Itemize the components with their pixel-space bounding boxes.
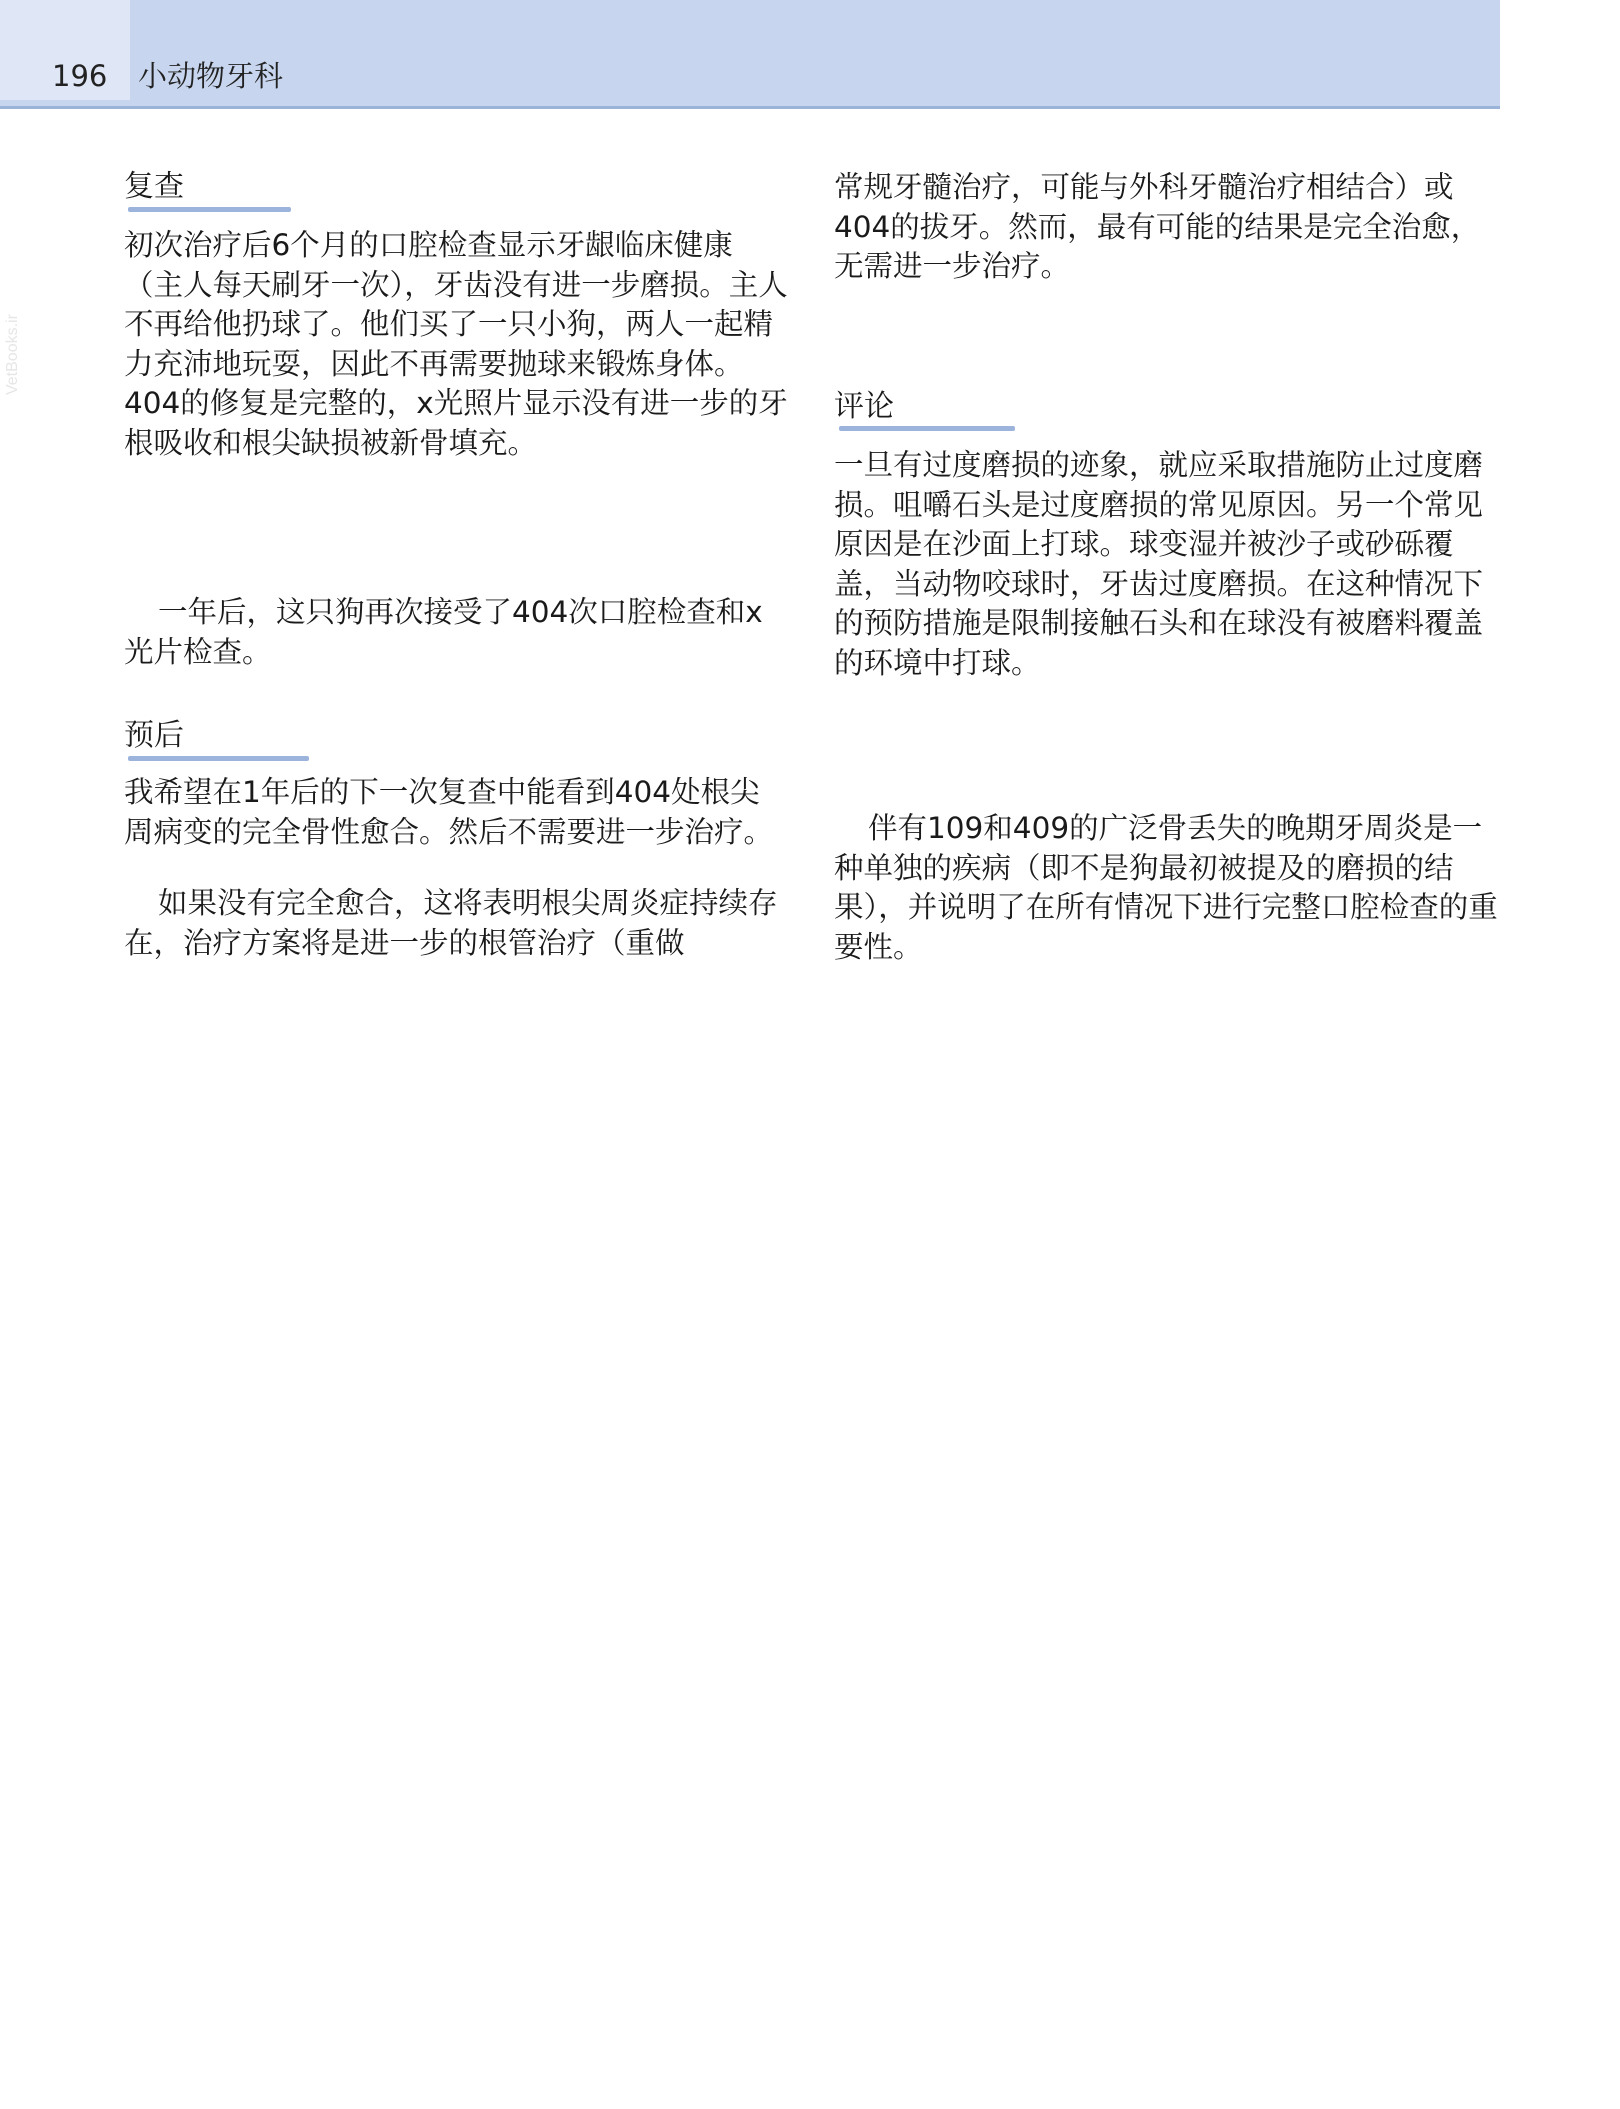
periodontitis-paragraph: 伴有109和409的广泛骨丢失的晚期牙周炎是一种单独的疾病（即不是狗最初被提及的磨损的结果），并说明了在所有情况下进行完整口腔检查的重要性。 (834, 811, 1498, 964)
one-year-paragraph: 一年后，这只狗再次接受了404次口腔检查和x光片检查。 (124, 595, 763, 669)
recheck-heading-rule (128, 207, 291, 212)
continued-paragraph: 常规牙髓治疗，可能与外科牙髓治疗相结合）或404的拔牙。然而，最有可能的结果是完全治愈，无需进一步治疗。 (834, 170, 1481, 283)
prognosis-paragraph-2: 如果没有完全愈合，这将表明根尖周炎症持续存在，治疗方案将是进一步的根管治疗（重做 (124, 886, 778, 960)
comment-heading: 评论 (834, 389, 894, 424)
comment-heading-rule (839, 426, 1015, 431)
running-title: 小动物牙科 (138, 59, 284, 93)
prognosis-heading: 预后 (124, 718, 184, 753)
page-number: 196 (52, 59, 108, 93)
comment-paragraph: 一旦有过度磨损的迹象，就应采取措施防止过度磨损。咀嚼石头是过度磨损的常见原因。另一个常见原因是在沙面上打球。球变湿并被沙子或砂砾覆盖，当动物咬球时，牙齿过度磨损。在这种情况下的预防措施是限制接触石头和在球没有被磨料覆盖的环境中打球。 (834, 448, 1484, 680)
recheck-paragraph: 初次治疗后6个月的口腔检查显示牙龈临床健康（主人每天刷牙一次），牙齿没有进一步磨损。主人不再给他扔球了。他们买了一只小狗，两人一起精力充沛地玩耍，因此不再需要抛球来锻炼身体。404的修复是完整的，x光照片显示没有进一步的牙根吸收和根尖缺损被新骨填充。 (124, 228, 788, 460)
prognosis-heading-rule (128, 756, 309, 761)
side-watermark: VetBooks.ir (4, 314, 21, 395)
recheck-heading: 复查 (124, 169, 184, 204)
prognosis-paragraph-1: 我希望在1年后的下一次复查中能看到404处根尖周病变的完全骨性愈合。然后不需要进一步治疗。 (124, 775, 774, 849)
